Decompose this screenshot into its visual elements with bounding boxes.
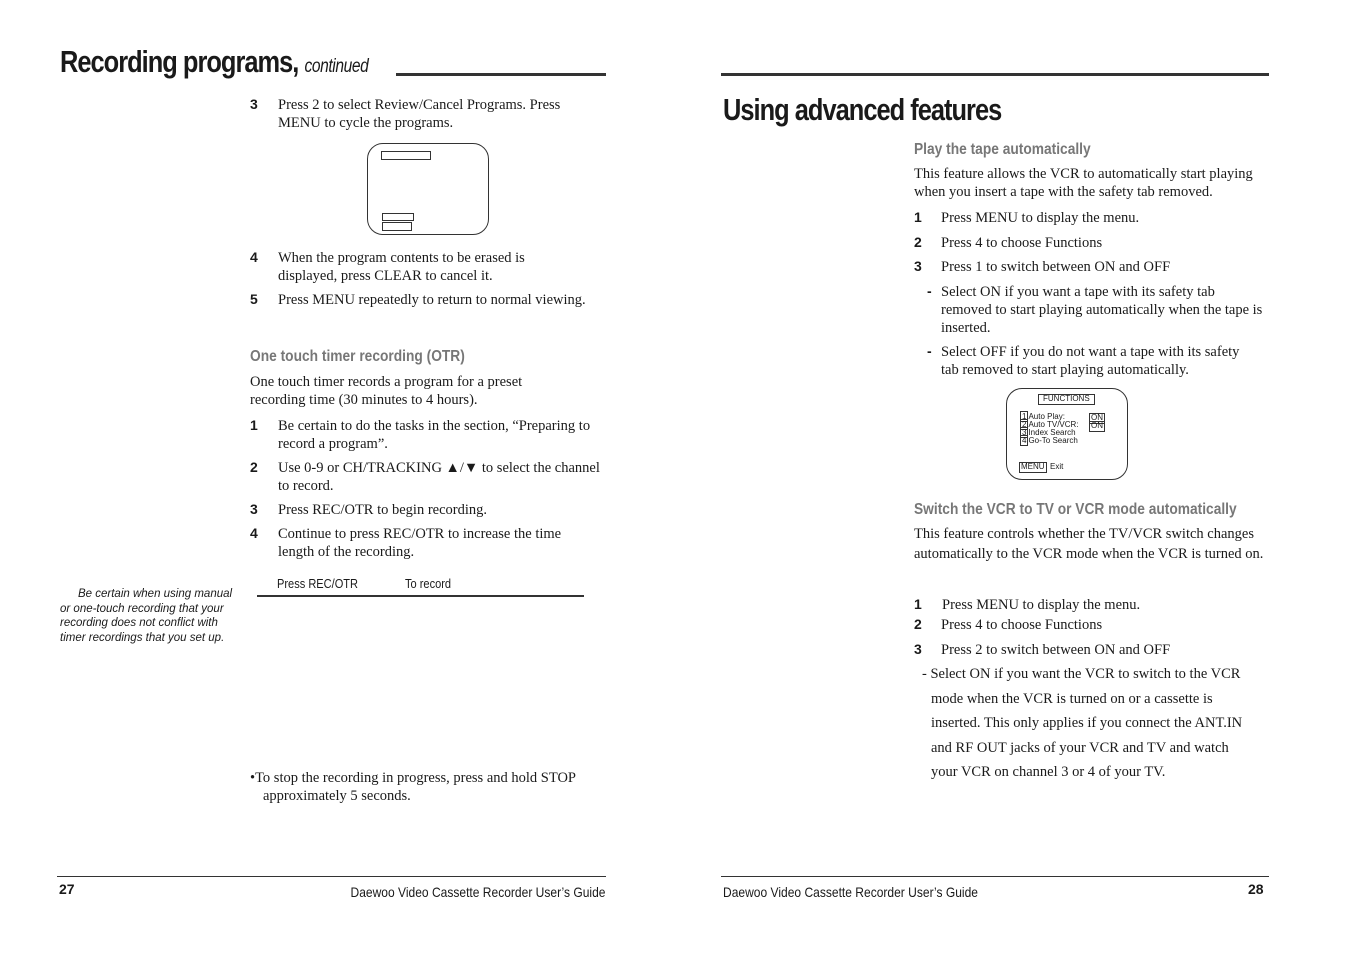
tv-screen-illustration <box>367 143 489 235</box>
step-text: Continue to press REC/OTR to increase the time length of the recording. <box>278 526 562 560</box>
screen-bar <box>382 222 412 231</box>
osd-item-label: Auto TV/VCR: <box>1028 420 1079 429</box>
osd-item-label: Auto Play: <box>1028 412 1065 421</box>
section-intro: This feature allows the VCR to automatically start playing when you insert a tape with the safety tab removed. <box>914 166 1253 200</box>
step-text: Press 2 to select Review/Cancel Programs. Press MENU to cycle the programs. <box>278 97 561 131</box>
footer-rule <box>721 876 1269 877</box>
osd-item-label: Go-To Search <box>1028 436 1078 445</box>
note-line: - Select ON if you want the VCR to switch to the VCR <box>922 666 1241 682</box>
section-intro: One touch timer records a program for a preset recording time (30 minutes to 4 hours). <box>250 374 523 408</box>
functions-menu-screen <box>1006 388 1128 480</box>
osd-item-number: 4 <box>1022 436 1027 445</box>
osd-item-value: ON <box>1091 421 1103 430</box>
step-number: 3 <box>250 96 258 112</box>
step-number: 2 <box>250 459 258 475</box>
osd-menu-key: MENU <box>1021 462 1045 471</box>
title-main: Recording programs, <box>60 44 299 79</box>
bullet-dash: - <box>927 283 932 299</box>
step-number: 1 <box>250 417 258 433</box>
page-number: 28 <box>1248 881 1264 897</box>
side-note: Be certain when using manual or one-touch recording that your recording does not conflict with timer recordings that you set up. <box>60 588 233 644</box>
osd-item-label: Index Search <box>1028 428 1076 437</box>
note-line: mode when the VCR is turned on or a cassette is <box>931 691 1213 707</box>
note-line: your VCR on channel 3 or 4 of your TV. <box>931 764 1166 780</box>
footer-text: Daewoo Video Cassette Recorder User’s Guide <box>723 884 978 900</box>
screen-bar <box>382 213 414 221</box>
step-text: Be certain to do the tasks in the section, “Preparing to record a program”. <box>278 418 591 452</box>
step-text: Press 1 to switch between ON and OFF <box>941 259 1171 275</box>
osd-item-number: 1 <box>1022 412 1027 421</box>
step-text: Press MENU to display the menu. <box>942 597 1141 613</box>
title-rule <box>396 73 606 76</box>
step-text: Use 0-9 or CH/TRACKING ▲/▼ to select the channel to record. <box>278 460 600 494</box>
step-number: 4 <box>250 249 258 265</box>
footer-text: Daewoo Video Cassette Recorder User’s Guide <box>350 884 605 900</box>
title-rule <box>721 73 1269 76</box>
title-suffix: continued <box>304 56 369 77</box>
step-number: 2 <box>914 616 922 632</box>
osd-menu-action: Exit <box>1050 462 1064 471</box>
page-number: 27 <box>59 881 75 897</box>
step-number: 2 <box>914 234 922 250</box>
page-title: Using advanced features <box>723 92 1002 127</box>
bullet-text: Select OFF if you do not want a tape with its safety tab removed to start playing automatically. <box>941 344 1240 378</box>
page-title <box>60 44 368 80</box>
table-header-record: To record <box>405 576 452 591</box>
section-heading: Play the tape automatically <box>914 141 1091 158</box>
bullet-dash: - <box>927 343 932 359</box>
section-heading: Switch the VCR to TV or VCR mode automatically <box>914 501 1237 518</box>
bullet-text: Select ON if you want a tape with its safety tab removed to start playing automatically when the tape is inserted. <box>941 284 1263 336</box>
step-text: Press MENU repeatedly to return to normal viewing. <box>278 292 586 308</box>
step-number: 1 <box>914 209 922 225</box>
footer-rule <box>57 876 606 877</box>
step-number: 3 <box>914 258 922 274</box>
step-number: 4 <box>250 525 258 541</box>
step-text: Press 4 to choose Functions <box>941 235 1103 251</box>
step-number: 1 <box>914 596 922 612</box>
table-rule <box>257 595 584 597</box>
step-text: Press 4 to choose Functions <box>941 617 1103 633</box>
step-text: Press REC/OTR to begin recording. <box>278 502 488 518</box>
step-text: Press 2 to switch between ON and OFF <box>941 642 1171 658</box>
osd-item-4 <box>1020 437 1078 446</box>
osd-item-number: 2 <box>1022 420 1027 429</box>
step-text: When the program contents to be erased is displayed, press CLEAR to cancel it. <box>278 250 525 284</box>
note-line: inserted. This only applies if you connect the ANT.IN <box>931 715 1243 731</box>
step-text: Press MENU to display the menu. <box>941 210 1140 226</box>
note-line: and RF OUT jacks of your VCR and TV and watch <box>931 740 1229 756</box>
screen-bar <box>381 151 431 160</box>
table-header-press: Press REC/OTR <box>277 576 359 591</box>
osd-item-value: ON <box>1091 413 1103 422</box>
osd-item-number: 3 <box>1022 428 1027 437</box>
step-number: 3 <box>250 501 258 517</box>
step-number: 5 <box>250 291 258 307</box>
step-number: 3 <box>914 641 922 657</box>
section-intro: This feature controls whether the TV/VCR switch changes automatically to the VCR mode when the VCR is turned on. <box>914 526 1264 562</box>
stop-note: •To stop the recording in progress, press and hold STOP approximately 5 seconds. <box>250 770 576 804</box>
osd-title: FUNCTIONS <box>1038 394 1095 405</box>
section-heading: One touch timer recording (OTR) <box>250 348 465 365</box>
